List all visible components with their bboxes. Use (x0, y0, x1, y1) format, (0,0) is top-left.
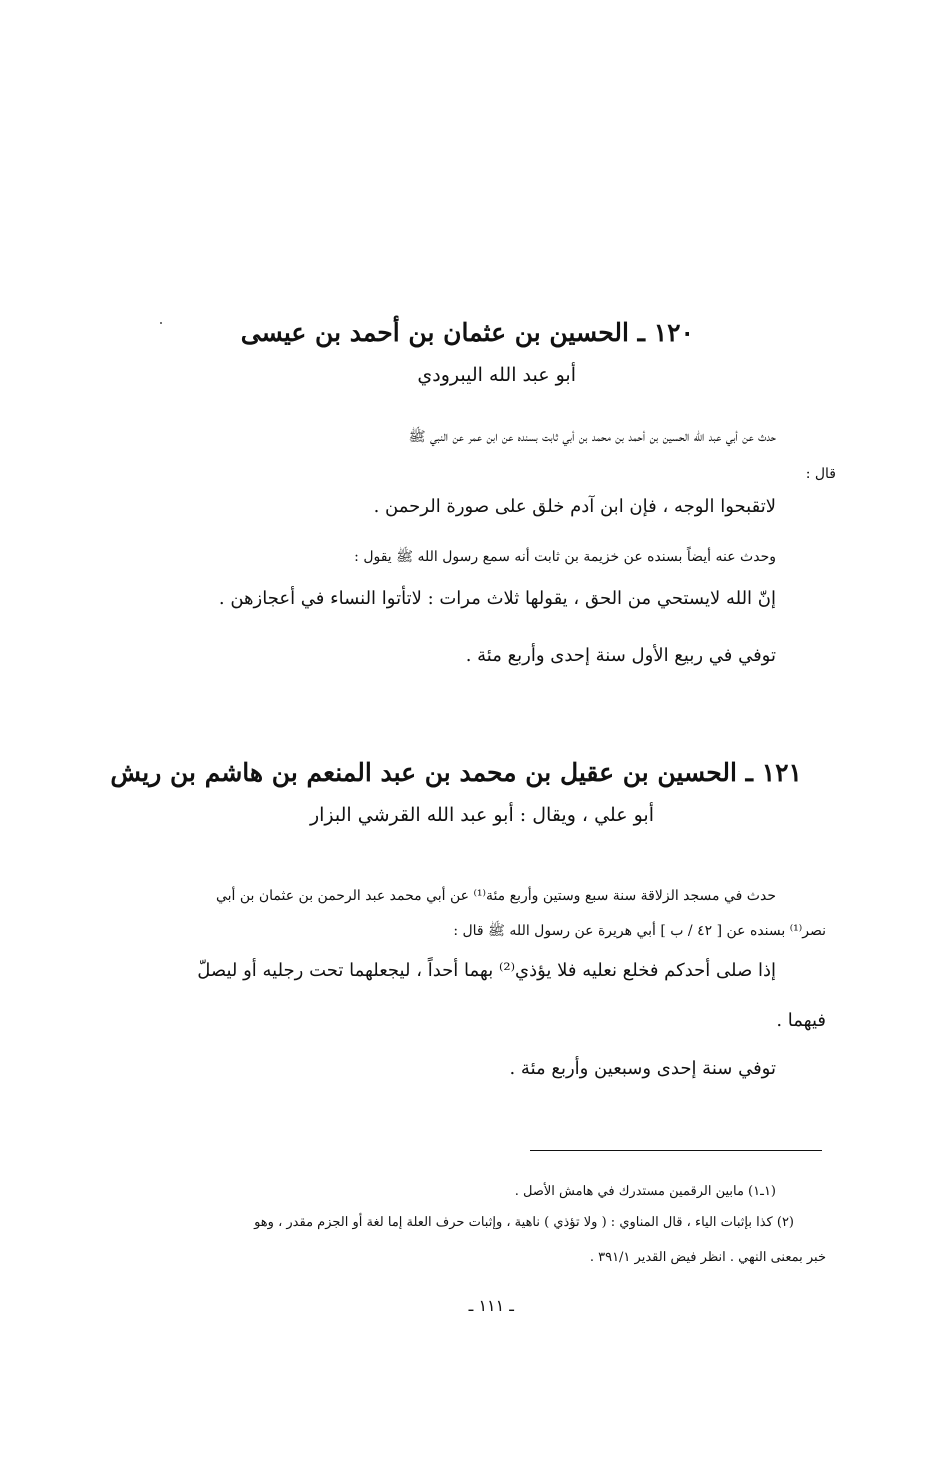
entry-120-narration-2: وحدث عنه أيضاً بسنده عن خزيمة بن ثابت أنه سمع رسول الله ﷺ يقول : (354, 549, 776, 565)
entry-120-hadith-1: لاتقبحوا الوجه ، فإن ابن آدم خلق على صورة الرحمن . (373, 496, 776, 517)
entry-120-death: توفي في ربيع الأول سنة إحدى وأربع مئة . (465, 645, 776, 666)
entry-121-kunya: أبو علي ، ويقال : أبو عبد الله القرشي البزار (309, 804, 654, 826)
entry-120-hadith-2: إنّ الله لايستحي من الحق ، يقولها ثلاث مرات : لاتأتوا النساء في أعجازهن . (218, 588, 776, 609)
entry-121-death: توفي سنة إحدى وسبعين وأربع مئة . (509, 1058, 776, 1079)
entry-121-heading: ١٢١ ـ الحسين بن عقيل بن محمد بن عبد المنعم بن هاشم بن ريش (110, 758, 802, 787)
footnote-2-line-2: خبر بمعنى النهي . انظر فيض القدير ٣٩١/١ . (589, 1250, 826, 1265)
entry-121-hadith-line-1: إذا صلى أحدكم فخلع نعليه فلا يؤذي⁽²⁾ بهما أحداً ، ليجعلهما تحت رجليه أو ليصلّ (197, 960, 776, 981)
entry-120-kunya: أبو عبد الله اليبرودي (417, 364, 576, 386)
entry-120-narration-1: حدث عن أبي عبد الله الحسين بن أحمد بن محمد بن أبي ثابت بسنده عن ابن عمر عن النبي ﷺ (408, 429, 776, 445)
footnote-separator (530, 1150, 822, 1151)
entry-120-qala: قال : (805, 466, 836, 482)
page-number: ـ ١١١ ـ (468, 1296, 514, 1315)
entry-121-narration-line-2: نصر⁽¹⁾ بسنده عن [ ٤٢ / ب ] أبي هريرة عن رسول الله ﷺ قال : (453, 923, 826, 939)
entry-120-heading: ١٢٠ ـ الحسين بن عثمان بن أحمد بن عيسى (240, 318, 694, 347)
footnote-1: (١ـ١) مابين الرقمين مستدرك في هامش الأصل . (514, 1184, 776, 1199)
scan-speck (160, 322, 162, 324)
footnote-2-line-1: (٢) كذا بإثبات الياء ، قال المناوي : ( ولا تؤذي ) ناهية ، وإثبات حرف العلة إما لغة أو الجزم مقدر ، وهو (254, 1215, 794, 1230)
entry-121-narration-line-1: حدث في مسجد الزلاقة سنة سبع وستين وأربع مئة⁽¹⁾ عن أبي محمد عبد الرحمن بن عثمان بن أبي (215, 888, 776, 904)
entry-121-hadith-line-2: فيهما . (776, 1010, 826, 1031)
